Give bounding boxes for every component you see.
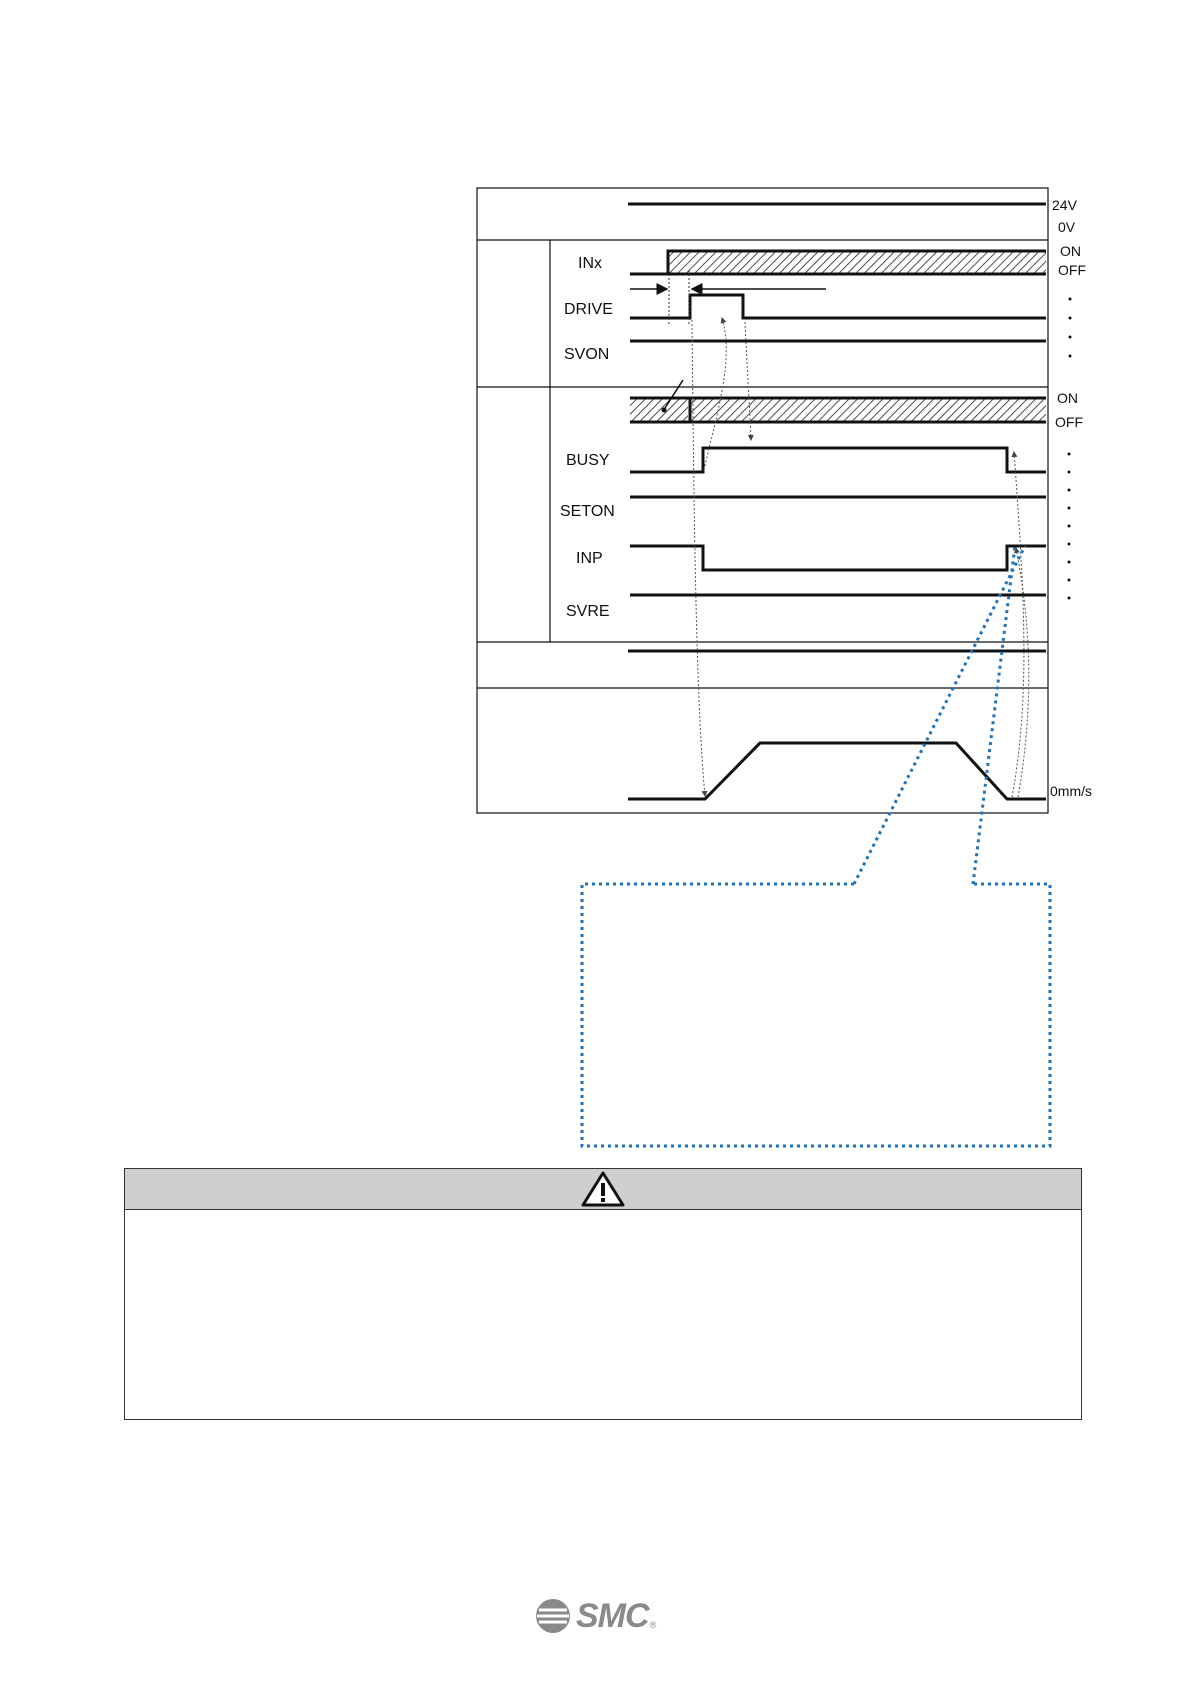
busy-waveform [630,448,1046,472]
signal-label-inp: INP [576,550,603,567]
output-hatched-right [690,398,1046,422]
smc-logo-mark [534,1597,572,1635]
input-off-label: OFF [1058,262,1086,278]
output-pointer-dot [662,408,667,413]
inx-hatched-region [668,251,1046,274]
smc-logo-registered: ® [649,1620,657,1630]
signal-label-drive: DRIVE [564,301,613,318]
input-on-label: ON [1060,243,1081,259]
output-continuation-dots [1068,453,1071,600]
power-24v-label: 24V [1052,197,1077,213]
output-hatched-left [630,398,688,422]
caution-header [125,1169,1081,1210]
signal-label-inx: INx [578,255,602,272]
inp-waveform [630,546,1046,570]
causal-arrows [692,318,1029,797]
smc-logo [534,1594,664,1638]
chart-frame [477,188,1048,813]
signal-label-busy: BUSY [566,452,610,469]
output-off-label: OFF [1055,414,1083,430]
warning-triangle-icon [580,1170,626,1208]
signal-label-svre: SVRE [566,603,610,620]
output-on-label: ON [1057,390,1078,406]
smc-logo-text: SMC [576,1596,649,1635]
power-0v-label: 0V [1058,219,1076,235]
input-continuation-dots [1069,298,1072,358]
signal-label-seton: SETON [560,503,615,520]
callout-box [582,546,1050,1146]
speed-zero-label: 0mm/s [1050,783,1092,799]
signal-label-svon: SVON [564,346,610,363]
caution-body [125,1210,1081,1420]
drive-waveform [630,295,1046,318]
caution-box [124,1168,1082,1420]
